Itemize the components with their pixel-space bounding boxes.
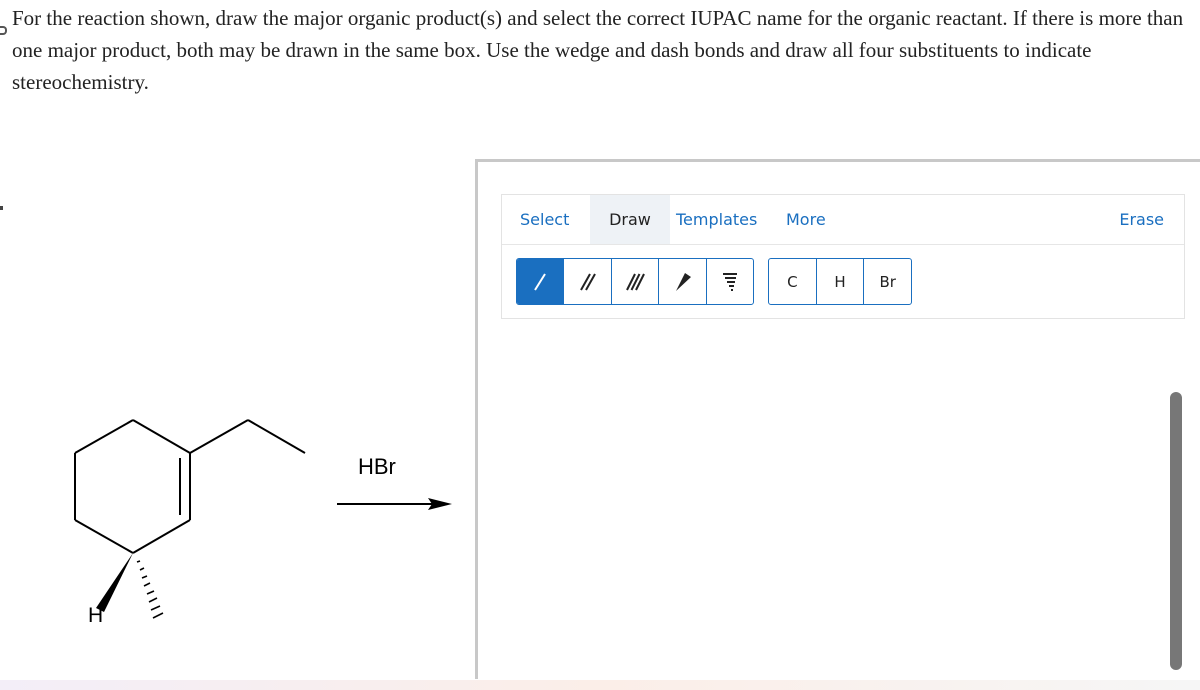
dash-bond [137, 561, 163, 618]
tab-select[interactable]: Select [520, 210, 570, 229]
single-bond-icon [529, 271, 551, 293]
hydrogen-label: H [88, 604, 104, 627]
ring-bond [75, 520, 133, 553]
triple-bond-button[interactable] [612, 259, 659, 304]
dash-bond-icon [719, 271, 741, 293]
double-bond-button[interactable] [564, 259, 611, 304]
tab-draw[interactable]: Draw [590, 195, 670, 244]
ring-bond [133, 420, 190, 453]
tab-erase[interactable]: Erase [1119, 210, 1164, 229]
reaction-scheme [0, 120, 470, 680]
ring-bond [75, 420, 133, 453]
toolbar-tab-row [502, 195, 1184, 245]
tab-more[interactable]: More [786, 210, 826, 229]
reactant-structure [0, 120, 470, 680]
question-text: For the reaction shown, draw the major organic product(s) and select the correct IUPAC name for the organic reactant. If there is more than one major product, both may be drawn in the same box. Use the wedge and dash bonds and draw all four substituents to indicate stereochemistry. [12, 6, 1184, 94]
bond-tool-group [516, 258, 754, 305]
editor-toolbar [501, 194, 1185, 319]
ring-bond [133, 520, 190, 553]
ethyl-bond [190, 420, 248, 453]
dash-bond-button[interactable] [707, 259, 753, 304]
atom-button-br[interactable]: Br [879, 272, 896, 291]
atom-button-c[interactable]: C [769, 259, 817, 304]
ethyl-bond [248, 420, 305, 453]
double-bond-icon [577, 271, 599, 293]
bottom-strip [0, 680, 1200, 690]
single-bond-button[interactable] [517, 259, 564, 304]
tab-templates[interactable]: Templates [676, 210, 758, 229]
triple-bond-icon [624, 271, 646, 293]
atom-button-h[interactable]: H [817, 259, 865, 304]
vertical-scrollbar[interactable] [1170, 392, 1182, 670]
wedge-bond-icon [671, 271, 693, 293]
reagent-label: HBr [358, 454, 396, 479]
page-edge-marker [0, 26, 7, 35]
atom-tool-group [768, 258, 912, 305]
wedge-bond-button[interactable] [659, 259, 706, 304]
